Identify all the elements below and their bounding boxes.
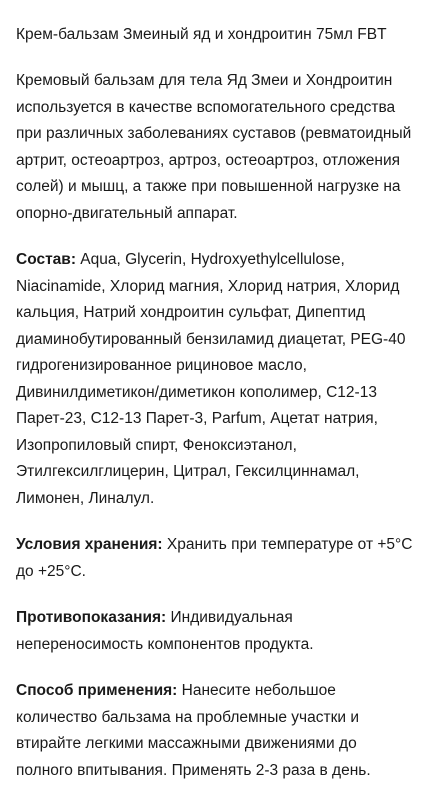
storage-section (16, 532, 416, 585)
product-title: Крем-бальзам Змеиный яд и хондроитин 75мл FBT (16, 26, 387, 43)
contraindications-label: Противопоказания: (16, 609, 167, 626)
composition-label: Состав: (16, 251, 76, 268)
usage-label: Способ применения: (16, 682, 178, 699)
composition-section (16, 247, 416, 512)
usage-section (16, 678, 416, 784)
storage-text: Хранить при температуре от +5°С до +25°С. (16, 536, 413, 580)
contraindications-text: Индивидуальная непереносимость компонентов продукта. (16, 609, 314, 653)
usage-text: Нанесите небольшое количество бальзама на проблемные участки и втирайте легкими массажными движениями до полного впитывания. Применять 2-3 раза в день. (16, 682, 371, 779)
storage-label: Условия хранения: (16, 536, 163, 553)
contraindications-section (16, 605, 416, 658)
composition-text: Aqua, Glycerin, Hydroxyethylcellulose, Niacinamide, Хлорид магния, Хлорид натрия, Хлорид кальция, Натрий хондроитин сульфат, Дипептид диаминобутированный бензиламид диацетат, PEG-40 гидрогенизированное рициновое масло, Дивинилдиметикон/диметикон кополимер, C12-13 Парет-23, C12-13 Парет-3, Parfum, Ацетат натрия, Изопропиловый спирт, Феноксиэтанол, Этилгексилглицерин, Цитрал, Гексилциннамал, Лимонен, Линалул. (16, 251, 406, 507)
product-description: Кремовый бальзам для тела Яд Змеи и Хондроитин используется в качестве вспомогательного средства при различных заболеваниях суставов (ревматоидный артрит, остеоартроз, артроз, остеоартроз, отложения солей) и мышц, а также при повышенной нагрузке на опорно-двигательный аппарат. (16, 72, 412, 222)
